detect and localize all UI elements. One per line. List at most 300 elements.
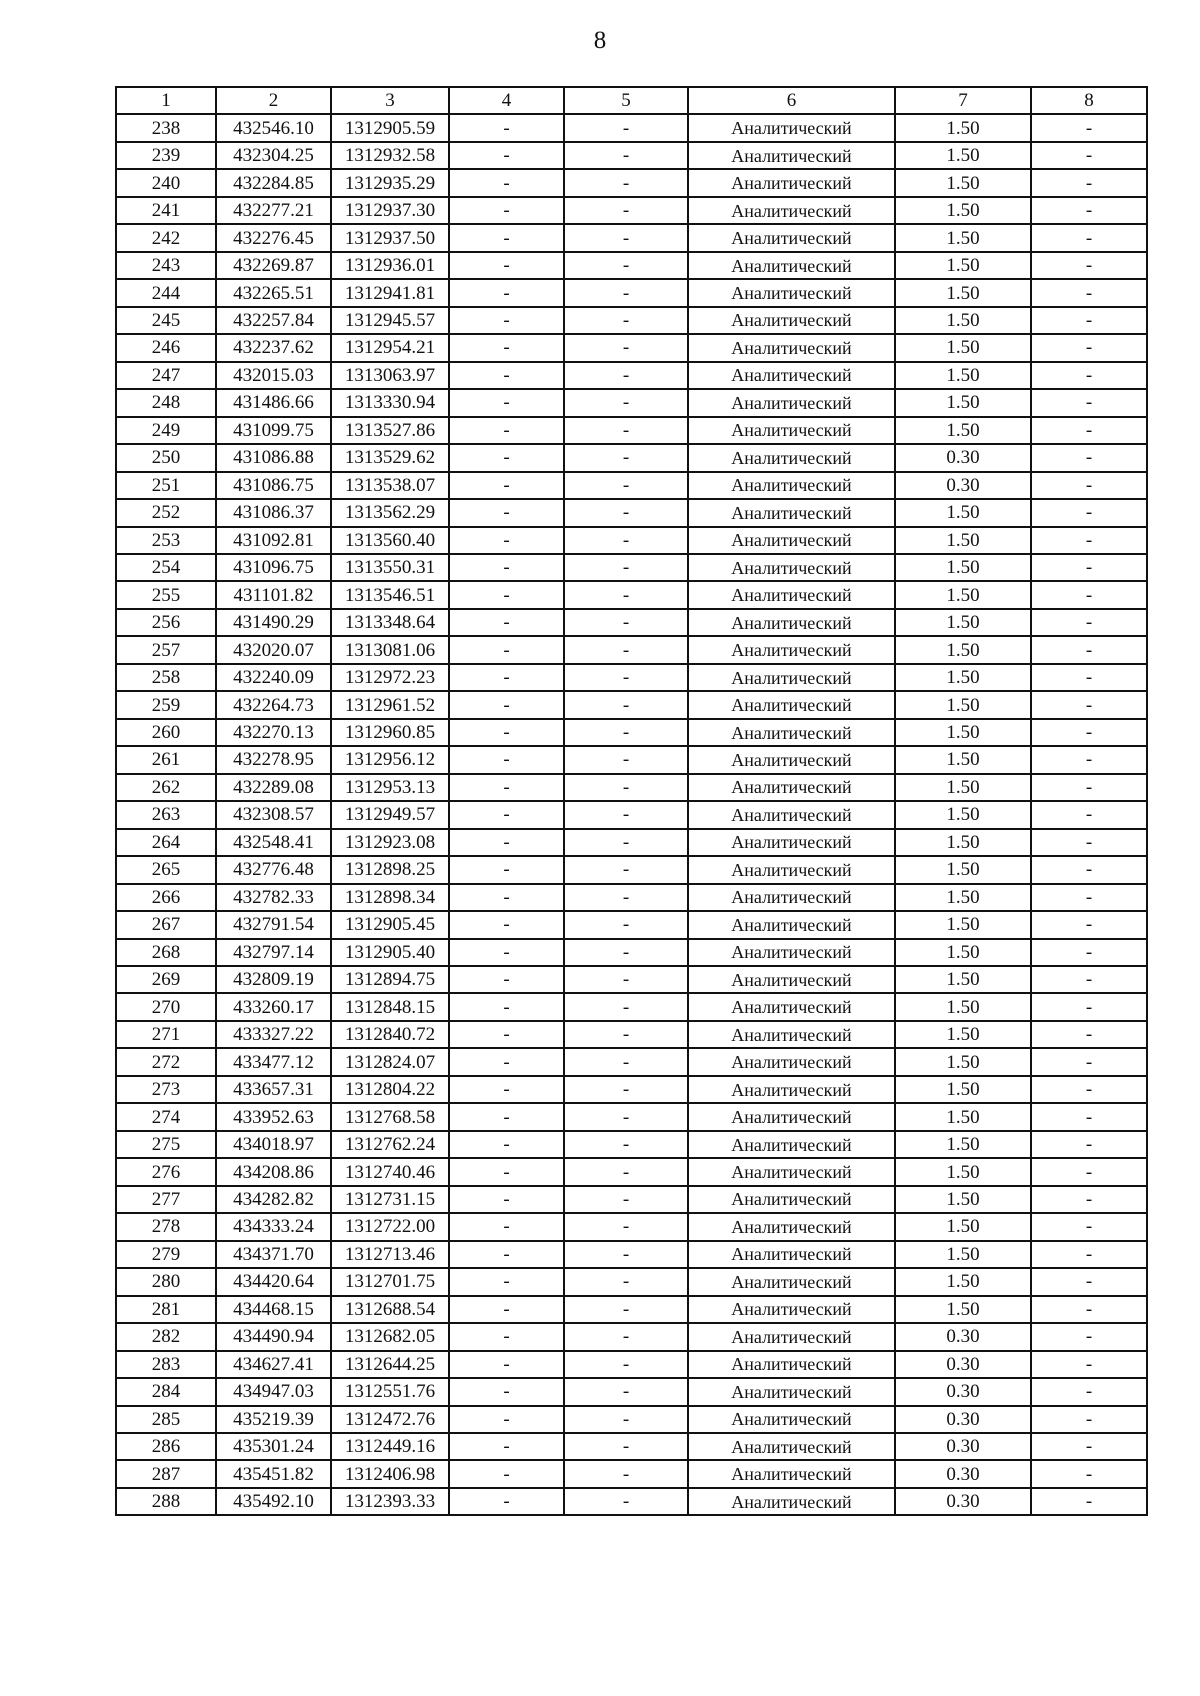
point-number-cell: 248: [116, 389, 216, 416]
x-coordinate-cell: 432284.85: [216, 169, 331, 196]
point-number-cell: 247: [116, 362, 216, 389]
table-row: [116, 939, 1147, 966]
table-row: [116, 279, 1147, 306]
col5-cell: -: [564, 1433, 688, 1460]
point-number-cell: 285: [116, 1406, 216, 1433]
point-number-cell: 242: [116, 224, 216, 251]
col5-cell: -: [564, 1103, 688, 1130]
col5-cell: -: [564, 417, 688, 444]
col5-cell: -: [564, 966, 688, 993]
method-cell: Аналитический: [688, 801, 895, 828]
col5-cell: -: [564, 389, 688, 416]
col5-cell: -: [564, 554, 688, 581]
accuracy-cell: 1.50: [895, 911, 1031, 938]
method-cell: Аналитический: [688, 472, 895, 499]
point-number-cell: 266: [116, 884, 216, 911]
col5-cell: -: [564, 307, 688, 334]
col5-cell: -: [564, 1213, 688, 1240]
col4-cell: -: [449, 169, 564, 196]
table-row: [116, 334, 1147, 361]
col5-cell: -: [564, 472, 688, 499]
table-row: [116, 362, 1147, 389]
y-coordinate-cell: 1312936.01: [331, 252, 449, 279]
x-coordinate-cell: 431099.75: [216, 417, 331, 444]
y-coordinate-cell: 1312905.59: [331, 114, 449, 141]
x-coordinate-cell: 432546.10: [216, 114, 331, 141]
col4-cell: -: [449, 1406, 564, 1433]
col4-cell: -: [449, 1158, 564, 1185]
column-header: 4: [449, 87, 564, 114]
accuracy-cell: 1.50: [895, 1158, 1031, 1185]
method-cell: Аналитический: [688, 1241, 895, 1268]
method-cell: Аналитический: [688, 527, 895, 554]
col4-cell: -: [449, 444, 564, 471]
col8-cell: -: [1031, 1378, 1147, 1405]
table-row: [116, 1268, 1147, 1295]
x-coordinate-cell: 435301.24: [216, 1433, 331, 1460]
accuracy-cell: 1.50: [895, 279, 1031, 306]
col8-cell: -: [1031, 472, 1147, 499]
method-cell: Аналитический: [688, 856, 895, 883]
col4-cell: -: [449, 911, 564, 938]
col5-cell: -: [564, 609, 688, 636]
col8-cell: -: [1031, 609, 1147, 636]
x-coordinate-cell: 433260.17: [216, 993, 331, 1020]
col8-cell: -: [1031, 169, 1147, 196]
col5-cell: -: [564, 1076, 688, 1103]
y-coordinate-cell: 1312840.72: [331, 1021, 449, 1048]
method-cell: Аналитический: [688, 719, 895, 746]
accuracy-cell: 1.50: [895, 884, 1031, 911]
col5-cell: -: [564, 1460, 688, 1487]
col8-cell: -: [1031, 911, 1147, 938]
table-row: [116, 444, 1147, 471]
table-row: [116, 1131, 1147, 1158]
point-number-cell: 287: [116, 1460, 216, 1487]
col8-cell: -: [1031, 142, 1147, 169]
col5-cell: -: [564, 1351, 688, 1378]
col5-cell: -: [564, 499, 688, 526]
x-coordinate-cell: 432782.33: [216, 884, 331, 911]
col4-cell: -: [449, 527, 564, 554]
col5-cell: -: [564, 856, 688, 883]
table-row: [116, 554, 1147, 581]
y-coordinate-cell: 1313330.94: [331, 389, 449, 416]
point-number-cell: 251: [116, 472, 216, 499]
table-row: [116, 169, 1147, 196]
y-coordinate-cell: 1312449.16: [331, 1433, 449, 1460]
col4-cell: -: [449, 1131, 564, 1158]
point-number-cell: 274: [116, 1103, 216, 1130]
table-row: [116, 224, 1147, 251]
x-coordinate-cell: 431490.29: [216, 609, 331, 636]
accuracy-cell: 1.50: [895, 142, 1031, 169]
table-row: [116, 1186, 1147, 1213]
accuracy-cell: 0.30: [895, 472, 1031, 499]
y-coordinate-cell: 1312923.08: [331, 829, 449, 856]
col8-cell: -: [1031, 114, 1147, 141]
x-coordinate-cell: 432548.41: [216, 829, 331, 856]
y-coordinate-cell: 1313550.31: [331, 554, 449, 581]
method-cell: Аналитический: [688, 1351, 895, 1378]
accuracy-cell: 1.50: [895, 252, 1031, 279]
column-header: 7: [895, 87, 1031, 114]
accuracy-cell: 1.50: [895, 169, 1031, 196]
method-cell: Аналитический: [688, 1406, 895, 1433]
table-row: [116, 829, 1147, 856]
col4-cell: -: [449, 472, 564, 499]
accuracy-cell: 1.50: [895, 993, 1031, 1020]
method-cell: Аналитический: [688, 993, 895, 1020]
table-row: [116, 499, 1147, 526]
y-coordinate-cell: 1312945.57: [331, 307, 449, 334]
col4-cell: -: [449, 1460, 564, 1487]
point-number-cell: 254: [116, 554, 216, 581]
point-number-cell: 280: [116, 1268, 216, 1295]
y-coordinate-cell: 1312932.58: [331, 142, 449, 169]
x-coordinate-cell: 434018.97: [216, 1131, 331, 1158]
x-coordinate-cell: 432304.25: [216, 142, 331, 169]
col5-cell: -: [564, 224, 688, 251]
x-coordinate-cell: 434947.03: [216, 1378, 331, 1405]
col8-cell: -: [1031, 774, 1147, 801]
col5-cell: -: [564, 334, 688, 361]
table-row: [116, 114, 1147, 141]
col4-cell: -: [449, 554, 564, 581]
col4-cell: -: [449, 279, 564, 306]
col5-cell: -: [564, 774, 688, 801]
method-cell: Аналитический: [688, 169, 895, 196]
x-coordinate-cell: 431086.37: [216, 499, 331, 526]
table-row: [116, 1323, 1147, 1350]
col4-cell: -: [449, 664, 564, 691]
col5-cell: -: [564, 581, 688, 608]
col4-cell: -: [449, 609, 564, 636]
column-header: 3: [331, 87, 449, 114]
point-number-cell: 276: [116, 1158, 216, 1185]
col5-cell: -: [564, 911, 688, 938]
x-coordinate-cell: 435492.10: [216, 1488, 331, 1515]
x-coordinate-cell: 432278.95: [216, 746, 331, 773]
column-header: 5: [564, 87, 688, 114]
col5-cell: -: [564, 1131, 688, 1158]
table-row: [116, 1048, 1147, 1075]
method-cell: Аналитический: [688, 554, 895, 581]
col8-cell: -: [1031, 829, 1147, 856]
x-coordinate-cell: 433477.12: [216, 1048, 331, 1075]
point-number-cell: 239: [116, 142, 216, 169]
table-row: [116, 472, 1147, 499]
y-coordinate-cell: 1312894.75: [331, 966, 449, 993]
col8-cell: -: [1031, 939, 1147, 966]
y-coordinate-cell: 1312848.15: [331, 993, 449, 1020]
table-row: [116, 966, 1147, 993]
col4-cell: -: [449, 1268, 564, 1295]
x-coordinate-cell: 432791.54: [216, 911, 331, 938]
y-coordinate-cell: 1313527.86: [331, 417, 449, 444]
accuracy-cell: 1.50: [895, 362, 1031, 389]
col5-cell: -: [564, 279, 688, 306]
col8-cell: -: [1031, 691, 1147, 718]
point-number-cell: 268: [116, 939, 216, 966]
col5-cell: -: [564, 829, 688, 856]
point-number-cell: 265: [116, 856, 216, 883]
point-number-cell: 241: [116, 197, 216, 224]
col5-cell: -: [564, 362, 688, 389]
accuracy-cell: 1.50: [895, 1241, 1031, 1268]
point-number-cell: 270: [116, 993, 216, 1020]
x-coordinate-cell: 431086.88: [216, 444, 331, 471]
x-coordinate-cell: 434371.70: [216, 1241, 331, 1268]
point-number-cell: 286: [116, 1433, 216, 1460]
y-coordinate-cell: 1312406.98: [331, 1460, 449, 1487]
x-coordinate-cell: 432264.73: [216, 691, 331, 718]
col8-cell: -: [1031, 527, 1147, 554]
table-row: [116, 417, 1147, 444]
x-coordinate-cell: 433657.31: [216, 1076, 331, 1103]
table-row: [116, 911, 1147, 938]
y-coordinate-cell: 1312740.46: [331, 1158, 449, 1185]
accuracy-cell: 0.30: [895, 1323, 1031, 1350]
y-coordinate-cell: 1312972.23: [331, 664, 449, 691]
method-cell: Аналитический: [688, 774, 895, 801]
col8-cell: -: [1031, 719, 1147, 746]
method-cell: Аналитический: [688, 1048, 895, 1075]
table-row: [116, 719, 1147, 746]
col5-cell: -: [564, 636, 688, 663]
accuracy-cell: 1.50: [895, 939, 1031, 966]
accuracy-cell: 1.50: [895, 609, 1031, 636]
col4-cell: -: [449, 1488, 564, 1515]
col4-cell: -: [449, 1296, 564, 1323]
col4-cell: -: [449, 197, 564, 224]
y-coordinate-cell: 1313063.97: [331, 362, 449, 389]
col8-cell: -: [1031, 252, 1147, 279]
table-row: [116, 664, 1147, 691]
col5-cell: -: [564, 993, 688, 1020]
method-cell: Аналитический: [688, 252, 895, 279]
point-number-cell: 256: [116, 609, 216, 636]
col8-cell: -: [1031, 1158, 1147, 1185]
y-coordinate-cell: 1312898.25: [331, 856, 449, 883]
table-row: [116, 307, 1147, 334]
x-coordinate-cell: 434420.64: [216, 1268, 331, 1295]
accuracy-cell: 1.50: [895, 1186, 1031, 1213]
method-cell: Аналитический: [688, 1076, 895, 1103]
x-coordinate-cell: 432020.07: [216, 636, 331, 663]
method-cell: Аналитический: [688, 636, 895, 663]
method-cell: Аналитический: [688, 1158, 895, 1185]
x-coordinate-cell: 432015.03: [216, 362, 331, 389]
col8-cell: -: [1031, 1488, 1147, 1515]
col4-cell: -: [449, 1021, 564, 1048]
point-number-cell: 257: [116, 636, 216, 663]
accuracy-cell: 1.50: [895, 1268, 1031, 1295]
y-coordinate-cell: 1312682.05: [331, 1323, 449, 1350]
col5-cell: -: [564, 1378, 688, 1405]
accuracy-cell: 1.50: [895, 1021, 1031, 1048]
x-coordinate-cell: 434333.24: [216, 1213, 331, 1240]
col4-cell: -: [449, 829, 564, 856]
accuracy-cell: 1.50: [895, 334, 1031, 361]
point-number-cell: 278: [116, 1213, 216, 1240]
x-coordinate-cell: 431086.75: [216, 472, 331, 499]
accuracy-cell: 0.30: [895, 1351, 1031, 1378]
y-coordinate-cell: 1312731.15: [331, 1186, 449, 1213]
point-number-cell: 258: [116, 664, 216, 691]
col8-cell: -: [1031, 1323, 1147, 1350]
col5-cell: -: [564, 664, 688, 691]
col4-cell: -: [449, 252, 564, 279]
y-coordinate-cell: 1312722.00: [331, 1213, 449, 1240]
table-row: [116, 1103, 1147, 1130]
point-number-cell: 244: [116, 279, 216, 306]
col8-cell: -: [1031, 1351, 1147, 1378]
page-number: 8: [593, 27, 607, 54]
point-number-cell: 263: [116, 801, 216, 828]
col8-cell: -: [1031, 307, 1147, 334]
point-number-cell: 284: [116, 1378, 216, 1405]
col8-cell: -: [1031, 334, 1147, 361]
y-coordinate-cell: 1312551.76: [331, 1378, 449, 1405]
method-cell: Аналитический: [688, 389, 895, 416]
accuracy-cell: 1.50: [895, 197, 1031, 224]
table-row: [116, 1021, 1147, 1048]
accuracy-cell: 1.50: [895, 1213, 1031, 1240]
y-coordinate-cell: 1312898.34: [331, 884, 449, 911]
accuracy-cell: 0.30: [895, 1433, 1031, 1460]
table-row: [116, 1241, 1147, 1268]
point-number-cell: 271: [116, 1021, 216, 1048]
col8-cell: -: [1031, 362, 1147, 389]
y-coordinate-cell: 1312905.40: [331, 939, 449, 966]
y-coordinate-cell: 1312961.52: [331, 691, 449, 718]
method-cell: Аналитический: [688, 911, 895, 938]
method-cell: Аналитический: [688, 197, 895, 224]
method-cell: Аналитический: [688, 581, 895, 608]
table-row: [116, 636, 1147, 663]
method-cell: Аналитический: [688, 691, 895, 718]
method-cell: Аналитический: [688, 1131, 895, 1158]
col5-cell: -: [564, 1021, 688, 1048]
accuracy-cell: 0.30: [895, 1488, 1031, 1515]
y-coordinate-cell: 1312713.46: [331, 1241, 449, 1268]
x-coordinate-cell: 434208.86: [216, 1158, 331, 1185]
col8-cell: -: [1031, 1103, 1147, 1130]
column-header: 1: [116, 87, 216, 114]
col8-cell: -: [1031, 664, 1147, 691]
point-number-cell: 272: [116, 1048, 216, 1075]
col5-cell: -: [564, 444, 688, 471]
col8-cell: -: [1031, 1186, 1147, 1213]
y-coordinate-cell: 1313529.62: [331, 444, 449, 471]
method-cell: Аналитический: [688, 1103, 895, 1130]
method-cell: Аналитический: [688, 829, 895, 856]
y-coordinate-cell: 1313348.64: [331, 609, 449, 636]
x-coordinate-cell: 434282.82: [216, 1186, 331, 1213]
col4-cell: -: [449, 334, 564, 361]
x-coordinate-cell: 435219.39: [216, 1406, 331, 1433]
y-coordinate-cell: 1313560.40: [331, 527, 449, 554]
point-number-cell: 288: [116, 1488, 216, 1515]
y-coordinate-cell: 1312905.45: [331, 911, 449, 938]
y-coordinate-cell: 1312953.13: [331, 774, 449, 801]
point-number-cell: 279: [116, 1241, 216, 1268]
table-row: [116, 1406, 1147, 1433]
y-coordinate-cell: 1312688.54: [331, 1296, 449, 1323]
col8-cell: -: [1031, 801, 1147, 828]
x-coordinate-cell: 434490.94: [216, 1323, 331, 1350]
col4-cell: -: [449, 1241, 564, 1268]
col4-cell: -: [449, 746, 564, 773]
y-coordinate-cell: 1312956.12: [331, 746, 449, 773]
col8-cell: -: [1031, 279, 1147, 306]
col4-cell: -: [449, 966, 564, 993]
x-coordinate-cell: 432776.48: [216, 856, 331, 883]
x-coordinate-cell: 432237.62: [216, 334, 331, 361]
accuracy-cell: 1.50: [895, 1296, 1031, 1323]
col8-cell: -: [1031, 444, 1147, 471]
col5-cell: -: [564, 884, 688, 911]
method-cell: Аналитический: [688, 417, 895, 444]
point-number-cell: 282: [116, 1323, 216, 1350]
col5-cell: -: [564, 527, 688, 554]
x-coordinate-cell: 432257.84: [216, 307, 331, 334]
col4-cell: -: [449, 691, 564, 718]
point-number-cell: 277: [116, 1186, 216, 1213]
table-row: [116, 1351, 1147, 1378]
accuracy-cell: 1.50: [895, 307, 1031, 334]
method-cell: Аналитический: [688, 609, 895, 636]
point-number-cell: 243: [116, 252, 216, 279]
table-row: [116, 691, 1147, 718]
point-number-cell: 273: [116, 1076, 216, 1103]
y-coordinate-cell: 1312937.30: [331, 197, 449, 224]
point-number-cell: 259: [116, 691, 216, 718]
x-coordinate-cell: 432809.19: [216, 966, 331, 993]
col4-cell: -: [449, 114, 564, 141]
point-number-cell: 245: [116, 307, 216, 334]
accuracy-cell: 1.50: [895, 829, 1031, 856]
x-coordinate-cell: 432276.45: [216, 224, 331, 251]
table-row: [116, 1488, 1147, 1515]
x-coordinate-cell: 432269.87: [216, 252, 331, 279]
method-cell: Аналитический: [688, 966, 895, 993]
point-number-cell: 269: [116, 966, 216, 993]
col4-cell: -: [449, 417, 564, 444]
col8-cell: -: [1031, 884, 1147, 911]
method-cell: Аналитический: [688, 884, 895, 911]
y-coordinate-cell: 1313546.51: [331, 581, 449, 608]
accuracy-cell: 1.50: [895, 1048, 1031, 1075]
col8-cell: -: [1031, 856, 1147, 883]
col5-cell: -: [564, 169, 688, 196]
table-row: [116, 884, 1147, 911]
y-coordinate-cell: 1312472.76: [331, 1406, 449, 1433]
accuracy-cell: 1.50: [895, 966, 1031, 993]
col4-cell: -: [449, 1323, 564, 1350]
col5-cell: -: [564, 197, 688, 224]
table-row: [116, 1460, 1147, 1487]
table-row: [116, 774, 1147, 801]
col5-cell: -: [564, 1158, 688, 1185]
col5-cell: -: [564, 252, 688, 279]
method-cell: Аналитический: [688, 334, 895, 361]
point-number-cell: 250: [116, 444, 216, 471]
y-coordinate-cell: 1312937.50: [331, 224, 449, 251]
y-coordinate-cell: 1313081.06: [331, 636, 449, 663]
y-coordinate-cell: 1312824.07: [331, 1048, 449, 1075]
